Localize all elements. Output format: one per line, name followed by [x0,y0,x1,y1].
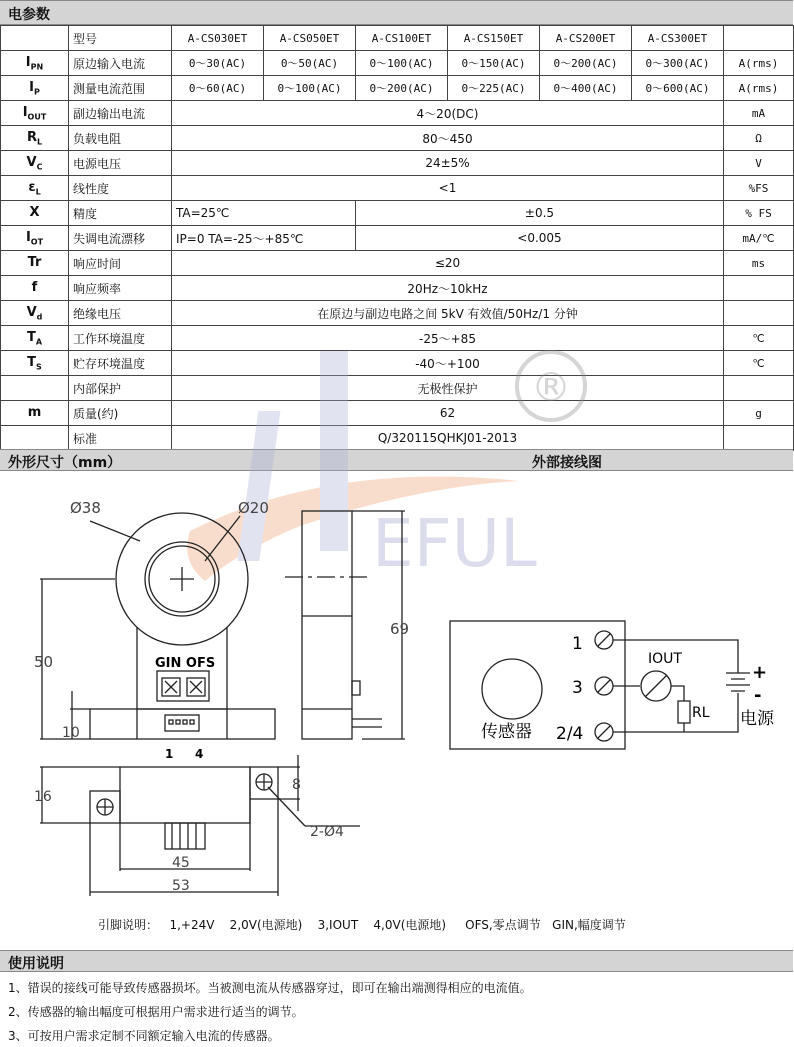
param-symbol-main: X [29,204,40,220]
param-symbol-main: R [26,129,37,145]
param-unit: g [724,401,794,426]
param-symbol-main: m [27,404,42,420]
param-unit: mA/℃ [724,226,794,251]
param-unit: A(rms) [724,51,794,76]
load-resistor [678,701,690,723]
param-symbol [1,376,69,401]
param-symbol-sub: C [36,162,43,172]
param-name: 电源电压 [69,151,172,176]
model-name: A-CS300ET [632,26,724,51]
param-unit: mA [724,101,794,126]
section-header-dimensions [0,449,793,471]
param-value: -40～+100 [172,351,724,376]
param-symbol-sub: A [35,337,43,347]
param-value: <0.005 [356,226,724,251]
section-title-usage: 使用说明 [8,956,64,972]
param-row [1,176,794,201]
param-value: 0～200(AC) [540,51,632,76]
param-symbol [1,426,69,451]
param-unit: A(rms) [724,76,794,101]
sensor-box [450,621,625,749]
param-row [1,426,794,451]
param-row [1,251,794,276]
param-symbol-sub: S [36,362,42,372]
param-value: 0～50(AC) [264,51,356,76]
param-name: 工作环境温度 [69,326,172,351]
param-symbol-sub: L [35,187,41,197]
watermark-stroke-2 [320,351,348,551]
param-symbol-main: ε [28,179,36,195]
param-row [1,51,794,76]
param-symbol-main: I [22,104,28,120]
param-value: 0～30(AC) [172,51,264,76]
param-value: 24±5% [172,151,724,176]
param-row [1,76,794,101]
param-symbol-sub: PN [30,62,44,72]
param-symbol-main: T [27,354,37,370]
model-header-row [1,26,794,51]
dim-outer-diameter: Ø38 [70,499,101,517]
dim-height-69: 69 [390,620,410,638]
param-value: 0～100(AC) [264,76,356,101]
param-row [1,226,794,251]
param-name: 测量电流范围 [69,76,172,101]
param-value: 0～400(AC) [540,76,632,101]
param-symbol-main: T [26,329,36,345]
param-row [1,326,794,351]
param-row [1,401,794,426]
sensor-window [482,659,542,719]
param-row [1,301,794,326]
param-symbol-sub: OUT [27,112,47,122]
models-label: 型号 [69,26,172,51]
param-value: 0～225(AC) [448,76,540,101]
param-value: 0～60(AC) [172,76,264,101]
param-name: 线性度 [69,176,172,201]
sensor-label: 传感器 [481,722,532,742]
unit-cell [724,26,794,51]
usage-note-1: 1、错误的接线可能导致传感器损坏。当被测电流从传感器穿过，即可在输出端测得相应的电流值。 [8,981,532,995]
param-symbol [1,151,69,176]
param-symbol-main: V [26,304,37,320]
section-title-dimensions: 外形尺寸（mm） [8,455,122,471]
spec-table-body [1,26,794,451]
param-symbol-main: Tr [27,254,42,270]
param-name: 失调电流漂移 [69,226,172,251]
param-name: 贮存环境温度 [69,351,172,376]
param-row [1,101,794,126]
iout-label: IOUT [648,651,682,667]
param-symbol [1,276,69,301]
param-unit: %FS [724,176,794,201]
param-condition: IP=0 TA=-25～+85℃ [172,226,356,251]
param-unit: Ω [724,126,794,151]
param-value: <1 [172,176,724,201]
param-symbol-main: V [26,154,37,170]
param-value: 在原边与副边电路之间 5kV 有效值/50Hz/1 分钟 [172,301,724,326]
param-unit [724,376,794,401]
dim-height-10: 10 [62,725,80,741]
usage-note-3: 3、可按用户需求定制不同额定输入电流的传感器。 [8,1029,280,1043]
param-value: 0～300(AC) [632,51,724,76]
param-value: 0～150(AC) [448,51,540,76]
dim-height-50: 50 [34,653,54,671]
param-row [1,276,794,301]
param-name: 副边输出电流 [69,101,172,126]
param-symbol-main: f [31,279,38,295]
param-symbol-sub: d [36,312,43,322]
param-symbol-main: I [25,229,31,245]
param-row [1,151,794,176]
plus-label: + [752,662,768,683]
param-symbol [1,226,69,251]
bottom-body [120,767,250,823]
registered-mark: ® [531,365,571,411]
pin-label-4: 4 [195,747,204,761]
bottom-connector [165,823,205,849]
param-value: ±0.5 [356,201,724,226]
param-unit: V [724,151,794,176]
param-unit [724,426,794,451]
param-value: 0～200(AC) [356,76,448,101]
model-name: A-CS200ET [540,26,632,51]
param-name: 标准 [69,426,172,451]
dim-width-53: 53 [172,878,190,894]
dim-width-45: 45 [172,855,190,871]
param-symbol-main: I [25,54,31,70]
dim-inner-diameter: Ø20 [238,499,269,517]
param-symbol-sub: OT [30,237,44,247]
param-symbol [1,301,69,326]
param-symbol-sub: P [33,87,40,97]
param-symbol [1,51,69,76]
watermark-brand: EFUL [372,505,537,582]
param-symbol [1,401,69,426]
param-value: ≤20 [172,251,724,276]
dim-height-8: 8 [292,777,301,793]
param-symbol [1,176,69,201]
param-row [1,351,794,376]
rl-label: RL [692,705,710,721]
model-name: A-CS150ET [448,26,540,51]
param-name: 响应时间 [69,251,172,276]
param-unit: ms [724,251,794,276]
param-name: 原边输入电流 [69,51,172,76]
supply-label: 电源 [740,709,774,729]
param-value: 20Hz～10kHz [172,276,724,301]
param-value: -25～+85 [172,326,724,351]
symbol-cell [1,26,69,51]
param-symbol [1,76,69,101]
model-name: A-CS100ET [356,26,448,51]
param-name: 响应频率 [69,276,172,301]
param-symbol [1,201,69,226]
param-name: 质量(约) [69,401,172,426]
terminal-label-3: 3 [572,678,583,698]
terminal-label-24: 2/4 [556,724,584,744]
param-name: 精度 [69,201,172,226]
param-symbol-main: I [29,79,34,95]
section-title-wiring: 外部接线图 [532,455,602,471]
minus-label: - [754,685,762,706]
param-condition: TA=25℃ [172,201,356,226]
front-view [40,513,275,739]
pinout-description: 引脚说明： 1,+24V 2,0V(电源地) 3,IOUT 4,0V(电源地) OFS,零点调节 GIN,幅度调节 [98,918,626,932]
param-symbol [1,251,69,276]
param-symbol [1,101,69,126]
param-value: 无极性保护 [172,376,724,401]
param-value: 0～600(AC) [632,76,724,101]
param-value: Q/320115QHKJ01-2013 [172,426,724,451]
param-symbol [1,126,69,151]
param-name: 绝缘电压 [69,301,172,326]
param-row [1,201,794,226]
section-title-params: 电参数 [8,7,50,23]
trim-label: GIN OFS [155,656,216,671]
param-value: 4～20(DC) [172,101,724,126]
spec-table [0,25,794,451]
param-unit: ℃ [724,351,794,376]
param-unit [724,301,794,326]
param-symbol-sub: L [36,137,43,147]
param-unit: % FS [724,201,794,226]
param-row [1,376,794,401]
model-name: A-CS030ET [172,26,264,51]
param-value: 80～450 [172,126,724,151]
pin-label-1: 1 [165,747,174,761]
param-symbol [1,351,69,376]
param-row [1,126,794,151]
param-unit: ℃ [724,326,794,351]
dim-holes: 2-Ø4 [310,824,344,840]
model-name: A-CS050ET [264,26,356,51]
usage-note-2: 2、传感器的输出幅度可根据用户需求进行适当的调节。 [8,1005,304,1019]
section-header-usage [0,950,793,972]
dim-height-16: 16 [34,789,52,805]
section-header-params [0,0,793,25]
param-value: 0～100(AC) [356,51,448,76]
param-unit [724,276,794,301]
param-name: 负载电阻 [69,126,172,151]
terminal-label-1: 1 [572,634,583,654]
param-symbol [1,326,69,351]
param-value: 62 [172,401,724,426]
param-name: 内部保护 [69,376,172,401]
